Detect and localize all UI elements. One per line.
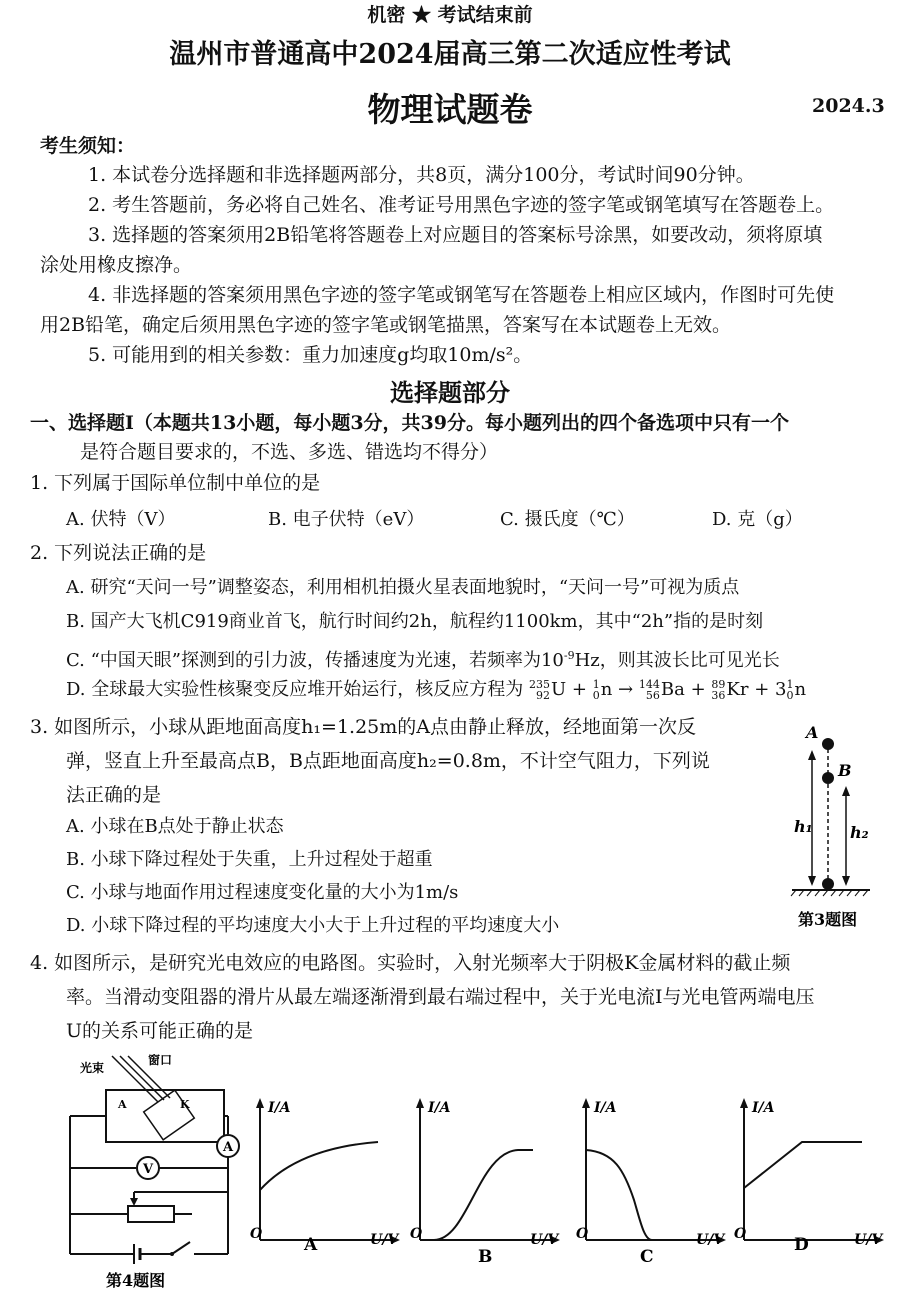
question-4-stem: U的关系可能正确的是 [66, 1020, 254, 1042]
q3-option-a: A. 小球在B点处于静止状态 [66, 816, 284, 837]
h2-arrowhead-up [842, 786, 850, 796]
y-axis-arrow [256, 1098, 264, 1108]
slider-arrowhead [130, 1198, 138, 1206]
notice-item: 5. 可能用到的相关参数：重力加速度g均取10m/s²。 [88, 344, 533, 366]
h1-arrowhead-down [808, 876, 816, 886]
notice-heading: 考生须知： [40, 135, 136, 157]
q1-option-c: C. 摄氏度（℃） [500, 509, 635, 530]
q3-caption: 第3题图 [798, 910, 858, 929]
y-label: I/A [428, 1100, 451, 1116]
curve-d [744, 1142, 862, 1188]
q3-option-c: C. 小球与地面作用过程速度变化量的大小为1m/s [66, 882, 459, 903]
graph-label-c: C [640, 1247, 654, 1267]
x-label: U/V [530, 1232, 559, 1248]
notice-item: 2. 考生答题前，务必将自己姓名、准考证号用黑色字迹的签字笔或钢笔填写在答题卷上。 [88, 194, 835, 216]
curve-a [260, 1142, 378, 1190]
y-axis-arrow [740, 1098, 748, 1108]
y-axis-arrow [416, 1098, 424, 1108]
h1-arrowhead-up [808, 750, 816, 760]
rheostat-icon [128, 1206, 174, 1222]
notice-item: 用2B铅笔，确定后须用黑色字迹的签字笔或钢笔描黑，答案写在本试题卷上无效。 [40, 314, 732, 336]
x-label: U/V [370, 1232, 399, 1248]
question-3-stem: 弹，竖直上升至最高点B，B点距地面高度h₂=0.8m，不计空气阻力，下列说 [66, 750, 710, 772]
ball-ground [822, 878, 834, 890]
curve-c [586, 1150, 652, 1240]
graph-label-d: D [794, 1235, 809, 1255]
q2-option-b: B. 国产大飞机C919商业首飞，航行时间约2h，航程约1100km，其中“2h”指的是时刻 [66, 611, 764, 632]
notice-item: 1. 本试卷分选择题和非选择题两部分，共8页，满分100分，考试时间90分钟。 [88, 164, 755, 186]
question-3-stem: 3. 如图所示，小球从距地面高度h₁=1.25m的A点由静止释放，经地面第一次反 [30, 716, 696, 738]
notice-item: 4. 非选择题的答案须用黑色字迹的签字笔或钢笔写在答题卷上相应区域内，作图时可先使 [88, 284, 835, 306]
label-b: B [838, 761, 852, 780]
notice-item: 涂处用橡皮擦净。 [40, 254, 193, 276]
question-2-stem: 2. 下列说法正确的是 [30, 542, 207, 564]
label-h2: h₂ [850, 823, 869, 842]
y-label: I/A [752, 1100, 775, 1116]
q2-option-c: C. “中国天眼”探测到的引力波，传播速度为光速，若频率为$10^{-9}Hz$，则其波长比可见光长 [66, 649, 780, 671]
h2-arrowhead-down [842, 876, 850, 886]
ball-a [822, 738, 834, 750]
q3-option-b: B. 小球下降过程处于失重，上升过程处于超重 [66, 849, 433, 870]
origin-label: O [734, 1226, 747, 1242]
q3-option-d: D. 小球下降过程的平均速度大小大于上升过程的平均速度大小 [66, 915, 560, 936]
origin-label: O [576, 1226, 589, 1242]
graph-d [732, 1090, 892, 1270]
label-a: A [806, 723, 819, 742]
label-h1: h₁ [794, 817, 813, 836]
q1-option-d: D. 克（g） [712, 509, 803, 530]
switch-icon [172, 1242, 190, 1254]
x-label: U/V [696, 1232, 725, 1248]
y-axis-arrow [582, 1098, 590, 1108]
paper-title: 物理试题卷 [367, 90, 533, 129]
x-label: U/V [854, 1232, 883, 1248]
cathode-label: K [180, 1098, 190, 1111]
q2-option-d: D. 全球最大实验性核聚变反应堆开始运行，核反应方程为 235 92 U + 1 0 n → 144 56 Ba + 89 36 Kr + 3 1 0 n [66, 678, 807, 702]
notice-item: 3. 选择题的答案须用2B铅笔将答题卷上对应题目的答案标号涂黑，如要改动，须将原填 [88, 224, 823, 246]
q4-caption: 第4题图 [106, 1271, 166, 1290]
y-label: I/A [268, 1100, 291, 1116]
ball-b [822, 772, 834, 784]
part-instruction: 一、选择题Ⅰ（本题共13小题，每小题3分，共39分。每小题列出的四个备选项中只有一个 [30, 412, 789, 434]
secret-label: 机密 ★ 考试结束前 [367, 4, 533, 26]
exam-date: 2024.3 [812, 95, 885, 117]
question-4-stem: 率。当滑动变阻器的滑片从最左端逐渐滑到最右端过程中，关于光电流I与光电管两端电压 [66, 986, 815, 1008]
q3-figure [770, 720, 890, 940]
part-instruction: 是符合题目要求的，不选、多选、错选均不得分） [80, 441, 499, 463]
switch-contact [170, 1252, 174, 1256]
anode-label: A [118, 1098, 127, 1111]
graph-label-a: A [304, 1235, 318, 1255]
q2-option-a: A. 研究“天问一号”调整姿态，利用相机拍摄火星表面地貌时，“天问一号”可视为质点 [66, 577, 740, 598]
question-3-stem: 法正确的是 [66, 784, 162, 806]
question-4-stem: 4. 如图所示，是研究光电效应的电路图。实验时，入射光频率大于阴极K金属材料的截止频 [30, 952, 791, 974]
q4-circuit-figure [62, 1054, 252, 1294]
section-title: 选择题部分 [390, 378, 510, 407]
light-label: 光束 [80, 1061, 105, 1075]
curve-b [434, 1150, 533, 1240]
graph-c [574, 1090, 734, 1270]
voltmeter-label: V [143, 1162, 154, 1177]
ammeter-label: A [223, 1140, 234, 1155]
y-label: I/A [594, 1100, 617, 1116]
origin-label: O [250, 1226, 263, 1242]
question-1-stem: 1. 下列属于国际单位制中单位的是 [30, 472, 321, 494]
graph-label-b: B [478, 1247, 493, 1267]
exam-title: 温州市普通高中2024届高三第二次适应性考试 [169, 39, 731, 70]
q1-option-b: B. 电子伏特（eV） [268, 509, 425, 530]
window-label: 窗口 [148, 1054, 173, 1067]
graph-a [248, 1090, 408, 1270]
q1-option-a: A. 伏特（V） [66, 509, 176, 530]
origin-label: O [410, 1226, 423, 1242]
graph-b [408, 1090, 568, 1270]
